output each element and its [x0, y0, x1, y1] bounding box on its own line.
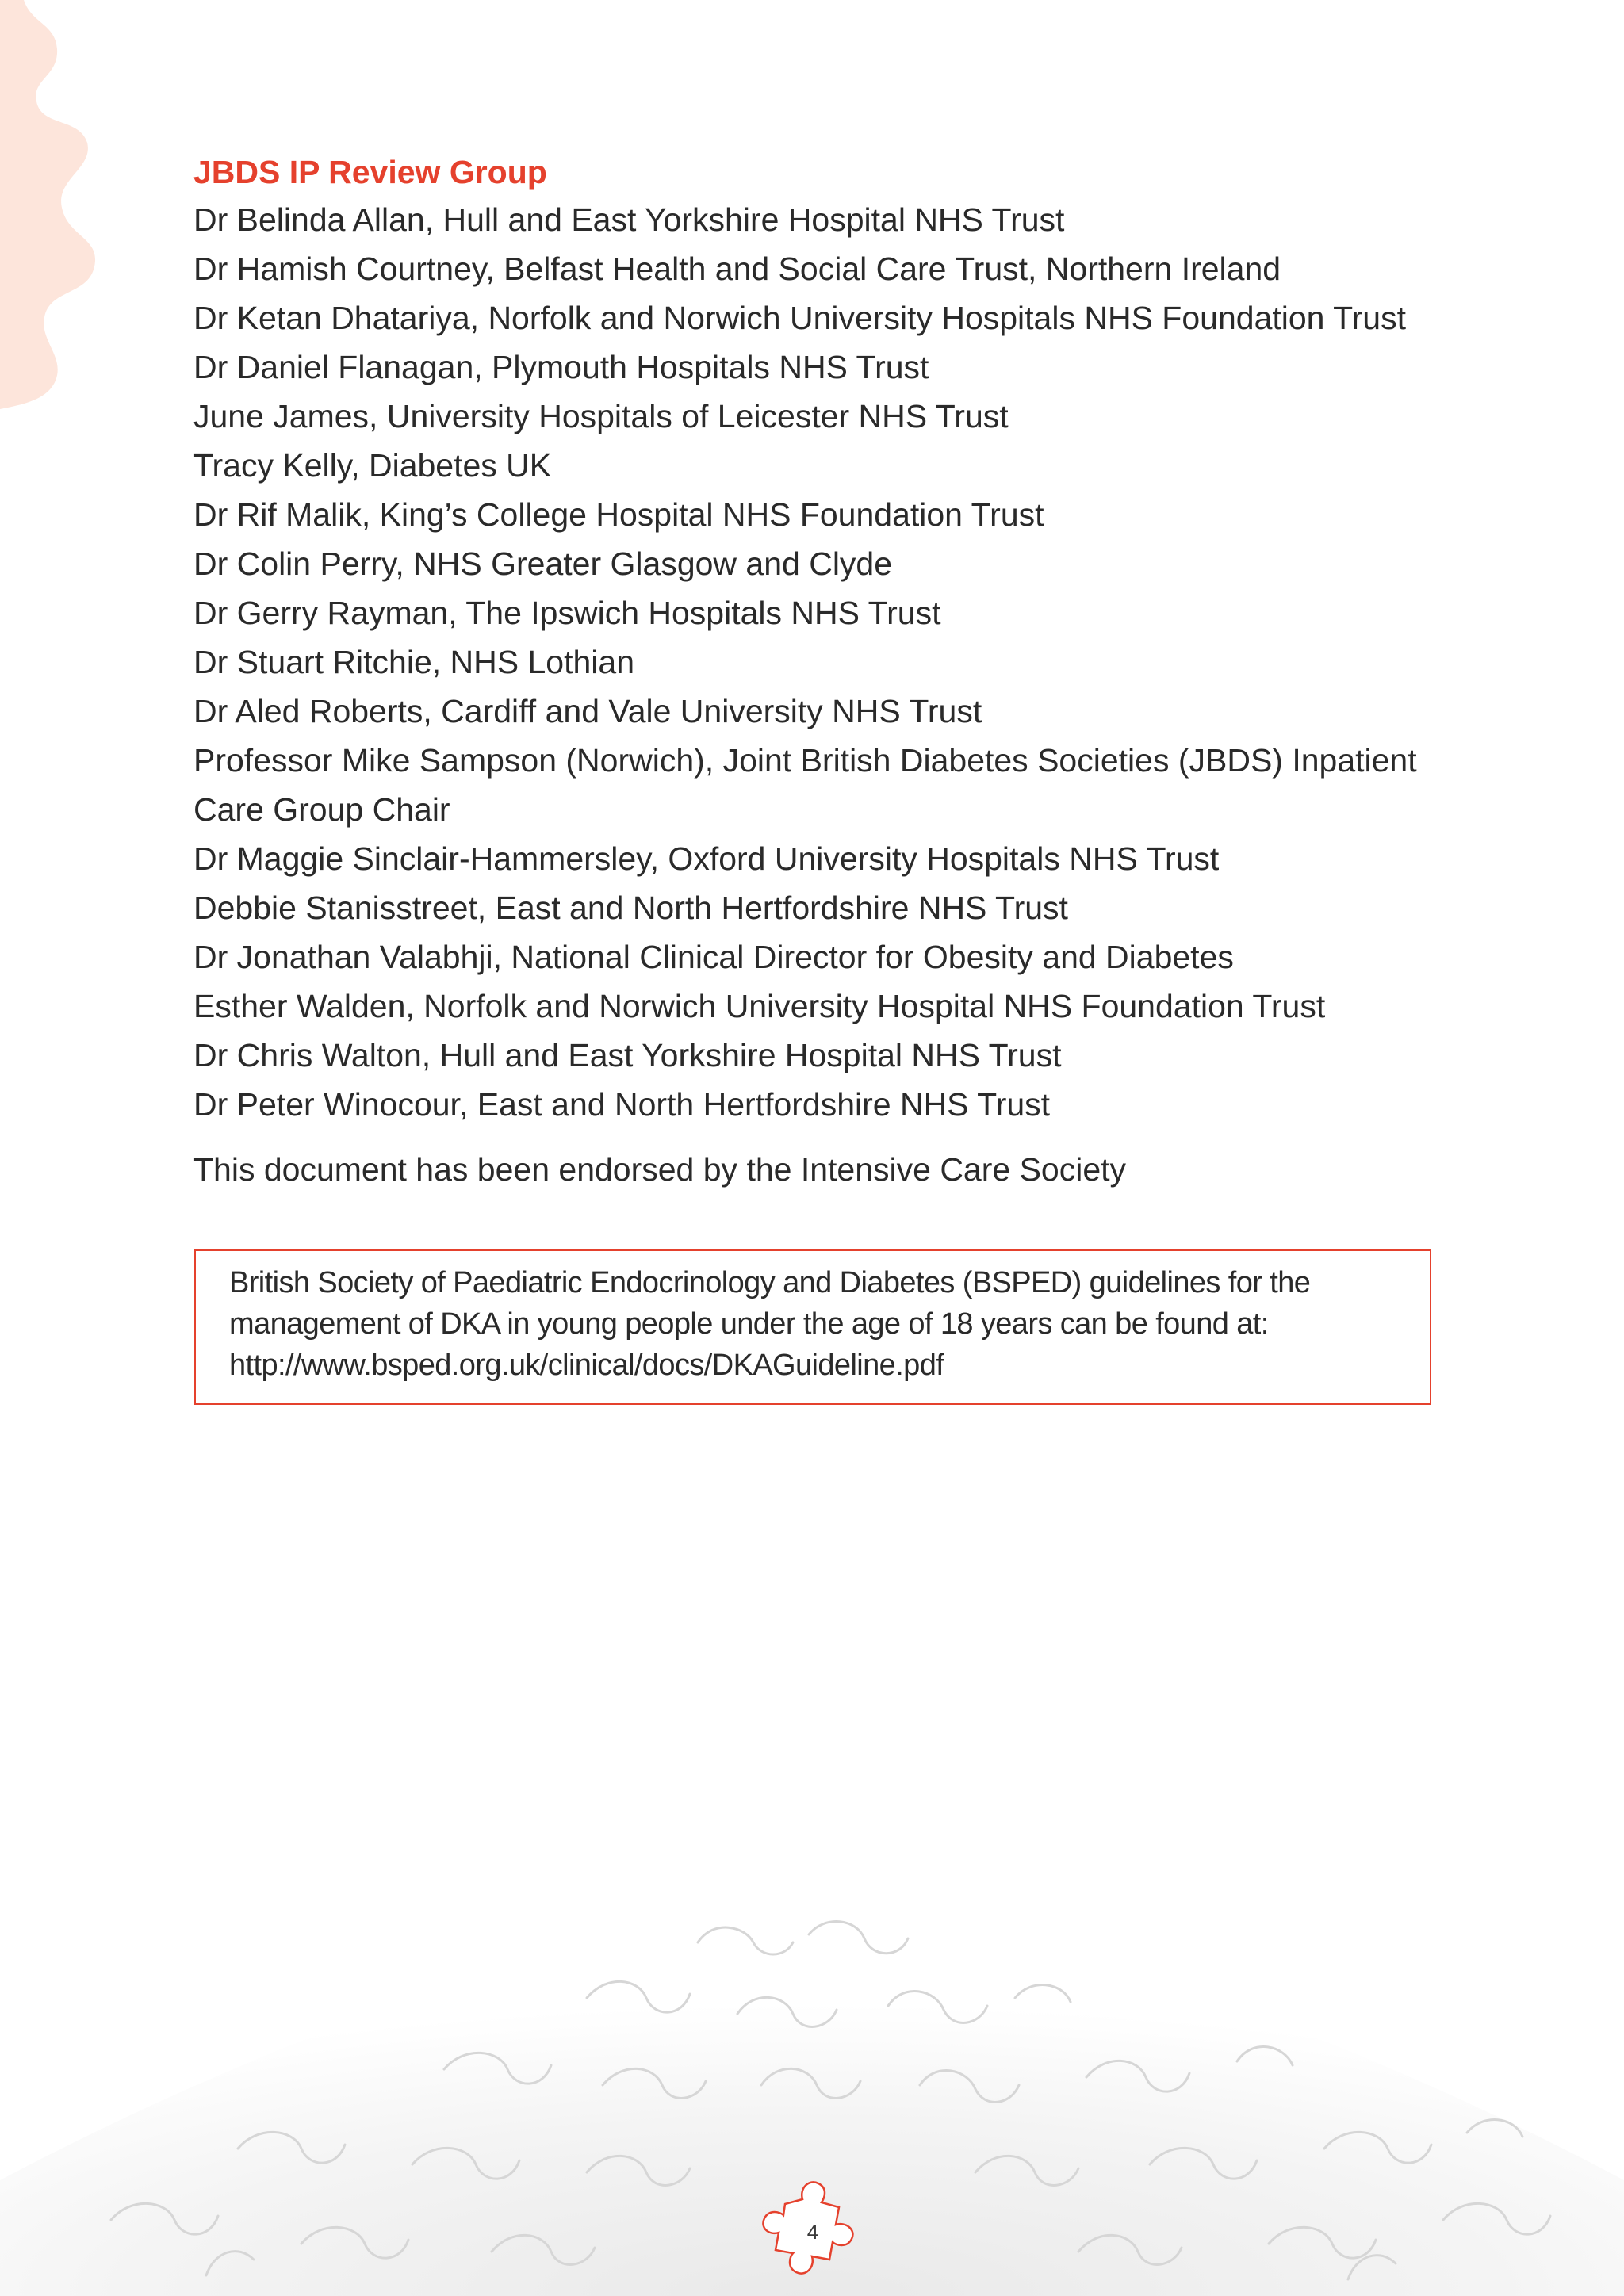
member-item: Dr Belinda Allan, Hull and East Yorkshire Hospital NHS Trust: [193, 201, 1065, 238]
member-item: Dr Peter Winocour, East and North Hertfordshire NHS Trust: [193, 1086, 1051, 1123]
member-item: June James, University Hospitals of Leicester NHS Trust: [193, 398, 1009, 434]
member-item: Dr Rif Malik, King’s College Hospital NHS Foundation Trust: [193, 496, 1044, 533]
member-item: Dr Ketan Dhatariya, Norfolk and Norwich University Hospitals NHS Foundation Trust: [193, 300, 1406, 336]
member-item: Debbie Stanisstreet, East and North Hertfordshire NHS Trust: [193, 890, 1068, 926]
member-item: Dr Aled Roberts, Cardiff and Vale University NHS Trust: [193, 693, 982, 729]
bsped-notice-box: [194, 1249, 1431, 1405]
member-item: Dr Maggie Sinclair-Hammersley, Oxford University Hospitals NHS Trust: [193, 840, 1220, 877]
page-number: 4: [806, 2220, 819, 2244]
member-item: Dr Colin Perry, NHS Greater Glasgow and Clyde: [193, 545, 893, 582]
main-content: [193, 149, 1462, 1194]
member-list: [193, 195, 1462, 1129]
endorsement-text: This document has been endorsed by the Intensive Care Society: [193, 1151, 1127, 1188]
member-item: Dr Hamish Courtney, Belfast Health and Social Care Trust, Northern Ireland: [193, 251, 1281, 287]
member-item: Dr Daniel Flanagan, Plymouth Hospitals NHS Trust: [193, 349, 929, 385]
member-item: Professor Mike Sampson (Norwich), Joint British Diabetes Societies (JBDS) Inpatient: [193, 742, 1417, 779]
page-number-badge: [753, 2172, 872, 2291]
corner-puzzle-icon: [0, 0, 111, 412]
member-item: Care Group Chair: [193, 791, 450, 828]
member-item: Tracy Kelly, Diabetes UK: [193, 447, 552, 484]
group-heading: JBDS IP Review Group: [193, 154, 547, 190]
member-item: Esther Walden, Norfolk and Norwich University Hospital NHS Foundation Trust: [193, 988, 1326, 1024]
notice-url[interactable]: http://www.bsped.org.uk/clinical/docs/DKAGuideline.pdf: [229, 1349, 944, 1382]
notice-line: management of DKA in young people under the age of 18 years can be found at:: [229, 1307, 1269, 1341]
member-item: Dr Stuart Ritchie, NHS Lothian: [193, 644, 635, 680]
member-item: Dr Chris Walton, Hull and East Yorkshire Hospital NHS Trust: [193, 1037, 1062, 1073]
member-item: Dr Jonathan Valabhji, National Clinical Director for Obesity and Diabetes: [193, 939, 1234, 975]
member-item: Dr Gerry Rayman, The Ipswich Hospitals NHS Trust: [193, 595, 941, 631]
notice-line: British Society of Paediatric Endocrinology and Diabetes (BSPED) guidelines for the: [229, 1266, 1311, 1299]
